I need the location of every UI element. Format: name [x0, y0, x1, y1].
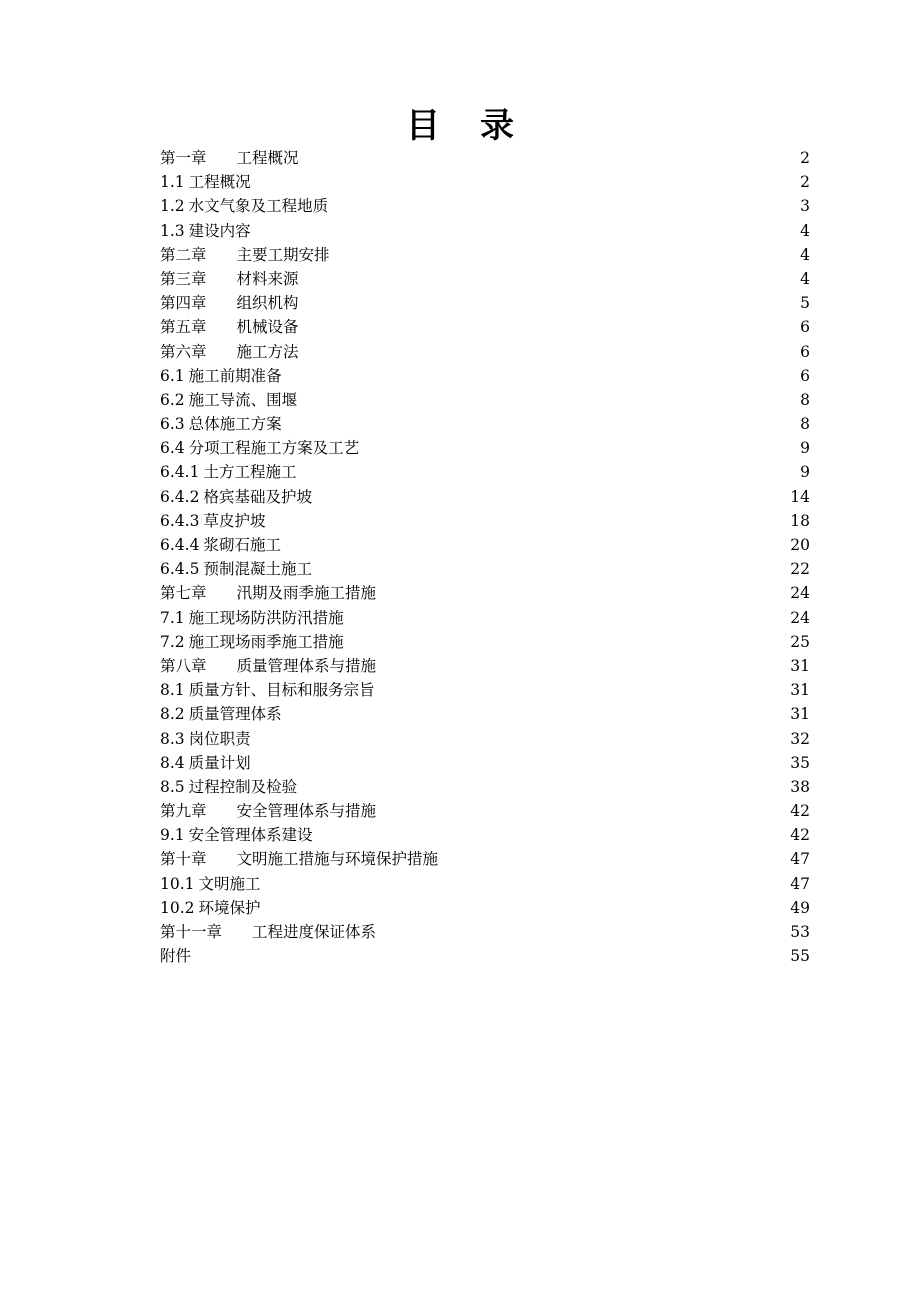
toc-entry-text: 质量计划	[188, 753, 251, 772]
toc-entry-number: 第六章	[160, 342, 207, 361]
dot-leader	[377, 936, 789, 937]
toc-entry-number: 8.4	[160, 753, 185, 772]
dot-leader	[313, 573, 789, 574]
toc-entry-page: 49	[790, 898, 810, 917]
toc-entry-title	[160, 896, 261, 920]
toc-entry-title	[160, 291, 299, 315]
toc-entry[interactable]	[160, 533, 810, 557]
toc-entry[interactable]	[160, 509, 810, 533]
toc-entry-number: 6.4.5	[160, 560, 200, 579]
dot-leader	[360, 452, 799, 453]
toc-entry[interactable]	[160, 388, 810, 412]
toc-entry-page: 31	[790, 705, 810, 724]
toc-entry-title	[160, 146, 299, 170]
toc-entry-text: 文明施工措施与环境保护措施	[236, 850, 439, 869]
toc-entry-text: 汛期及雨季施工措施	[236, 584, 377, 603]
toc-entry-number: 第九章	[160, 802, 207, 821]
toc-entry-number: 8.3	[160, 729, 185, 748]
toc-entry[interactable]	[160, 654, 810, 678]
toc-entry-text: 附件	[160, 947, 192, 966]
toc-entry-text: 土方工程施工	[203, 463, 297, 482]
toc-entry-page: 14	[790, 487, 810, 506]
toc-entry-page: 6	[800, 318, 810, 337]
toc-entry-number: 7.1	[160, 608, 185, 627]
toc-entry[interactable]	[160, 702, 810, 726]
toc-entry-title	[160, 654, 376, 678]
dot-leader	[377, 670, 789, 671]
toc-entry-text: 建设内容	[188, 221, 251, 240]
toc-entry-title	[160, 847, 438, 871]
toc-entry-text: 安全管理体系与措施	[236, 802, 377, 821]
toc-entry[interactable]	[160, 581, 810, 605]
toc-entry-text: 总体施工方案	[188, 415, 282, 434]
toc-entry-number: 8.2	[160, 705, 185, 724]
dot-leader	[298, 404, 799, 405]
toc-entry-title	[160, 678, 375, 702]
toc-entry[interactable]	[160, 412, 810, 436]
toc-entry-text: 质量管理体系与措施	[236, 656, 377, 675]
toc-entry[interactable]	[160, 557, 810, 581]
toc-entry[interactable]	[160, 485, 810, 509]
toc-entry[interactable]	[160, 170, 810, 194]
dot-leader	[282, 549, 789, 550]
toc-entry-page: 32	[790, 729, 810, 748]
toc-entry-page: 8	[800, 415, 810, 434]
toc-entry[interactable]	[160, 436, 810, 460]
toc-title: 目录	[406, 106, 554, 146]
toc-entry-number: 第四章	[160, 294, 207, 313]
toc-entry[interactable]	[160, 920, 810, 944]
dot-leader	[313, 501, 789, 502]
toc-entry-title	[160, 920, 376, 944]
toc-entry-text: 主要工期安排	[236, 245, 330, 264]
toc-entry-number: 6.3	[160, 415, 185, 434]
dot-leader	[262, 888, 790, 889]
toc-entry-number: 第十章	[160, 850, 207, 869]
toc-entry-title	[160, 460, 296, 484]
toc-entry-title	[160, 412, 282, 436]
toc-entry-page: 25	[790, 632, 810, 651]
toc-entry[interactable]	[160, 194, 810, 218]
dot-leader	[192, 960, 789, 961]
dot-leader	[298, 791, 789, 792]
toc-entry-title	[160, 944, 191, 968]
toc-entry-title	[160, 630, 344, 654]
toc-entry-title	[160, 799, 376, 823]
toc-entry-page: 22	[790, 560, 810, 579]
toc-entry[interactable]	[160, 606, 810, 630]
toc-entry-number: 6.2	[160, 390, 185, 409]
toc-entry-number: 第七章	[160, 584, 207, 603]
dot-leader	[377, 815, 789, 816]
toc-entry-text: 工程概况	[236, 149, 299, 167]
toc-entry[interactable]	[160, 823, 810, 847]
toc-entry-text: 预制混凝土施工	[203, 560, 312, 579]
dot-leader	[314, 839, 790, 840]
toc-entry-number: 1.2	[160, 197, 185, 216]
toc-entry-page: 47	[790, 850, 810, 869]
dot-leader	[300, 162, 800, 163]
toc-entry-title	[160, 340, 299, 364]
toc-entry-page: 9	[800, 439, 810, 458]
toc-entry-number: 第八章	[160, 656, 207, 675]
toc-entry[interactable]	[160, 678, 810, 702]
toc-entry-page: 6	[800, 342, 810, 361]
toc-entry[interactable]	[160, 460, 810, 484]
toc-entry[interactable]	[160, 243, 810, 267]
toc-entry-number: 第二章	[160, 245, 207, 264]
toc-entry-number: 1.3	[160, 221, 185, 240]
toc-entry-title	[160, 775, 297, 799]
toc-entry-number: 6.4.1	[160, 463, 200, 482]
dot-leader	[283, 428, 799, 429]
toc-entry-text: 组织机构	[236, 294, 299, 313]
toc-entry-page: 55	[790, 947, 810, 966]
toc-entry-number: 8.5	[160, 777, 185, 796]
toc-entry[interactable]	[160, 315, 810, 339]
toc-entry-number: 6.4.2	[160, 487, 200, 506]
toc-entry[interactable]	[160, 267, 810, 291]
toc-entry-title	[160, 194, 328, 218]
toc-entry-page: 2	[800, 149, 810, 167]
toc-entry-page: 24	[790, 608, 810, 627]
toc-entry-number: 第十一章	[160, 923, 223, 941]
toc-entry[interactable]	[160, 291, 810, 315]
toc-entry-text: 工程进度保证体系	[252, 923, 377, 941]
toc-entry-page: 38	[790, 777, 810, 796]
dot-leader	[331, 259, 800, 260]
toc-entry-text: 格宾基础及护坡	[203, 487, 312, 506]
toc-entry-page: 9	[800, 463, 810, 482]
toc-entry-text: 施工前期准备	[188, 366, 282, 385]
toc-entry[interactable]	[160, 340, 810, 364]
dot-leader	[377, 597, 789, 598]
toc-entry-page: 47	[790, 874, 810, 893]
toc-entry-title	[160, 727, 251, 751]
toc-entry-page: 2	[800, 173, 810, 192]
toc-entry-page: 4	[800, 221, 810, 240]
toc-entry-number: 第三章	[160, 269, 207, 288]
toc-entry-text: 施工方法	[236, 342, 299, 361]
toc-entry-number: 第五章	[160, 318, 207, 337]
dot-leader	[329, 210, 799, 211]
dot-leader	[297, 476, 799, 477]
toc-entry[interactable]	[160, 727, 810, 751]
toc-entry-number: 10.2	[160, 898, 195, 917]
toc-entry-text: 环境保护	[198, 898, 261, 917]
dot-leader	[376, 694, 790, 695]
toc-entry-text: 材料来源	[236, 269, 299, 288]
toc-entry-title	[160, 170, 251, 194]
toc-entry[interactable]	[160, 630, 810, 654]
dot-leader	[252, 235, 799, 236]
toc-entry-number: 6.4.4	[160, 536, 200, 554]
toc-entry-text: 草皮护坡	[203, 511, 266, 530]
dot-leader	[252, 743, 790, 744]
toc-entry-number: 6.4.3	[160, 511, 200, 530]
dot-leader	[252, 186, 799, 187]
toc-entry[interactable]	[160, 775, 810, 799]
toc-entry-page: 4	[800, 269, 810, 288]
toc-entry[interactable]	[160, 847, 810, 871]
dot-leader	[345, 622, 790, 623]
toc-entry-title	[160, 581, 376, 605]
toc-entry-title	[160, 243, 330, 267]
toc-entry-number: 7.2	[160, 632, 185, 651]
toc-entry-text: 施工导流、围堰	[188, 390, 298, 409]
toc-entry-page: 3	[800, 197, 810, 216]
toc-entry-page: 4	[800, 245, 810, 264]
toc-entry-number: 第一章	[160, 149, 207, 167]
toc-entry-text: 质量方针、目标和服务宗旨	[188, 681, 375, 700]
toc-entry-title	[160, 557, 312, 581]
toc-entry-number: 1.1	[160, 173, 185, 192]
toc-entry-text: 岗位职责	[188, 729, 251, 748]
toc-entry-text: 分项工程施工方案及工艺	[188, 439, 360, 458]
toc-entry-title	[160, 533, 281, 557]
toc-entry[interactable]	[160, 219, 810, 243]
toc-entry-number: 10.1	[160, 874, 195, 893]
toc-entry-title	[160, 823, 313, 847]
toc-entry[interactable]	[160, 751, 810, 775]
toc-entry-number: 6.1	[160, 366, 185, 385]
dot-leader	[262, 912, 790, 913]
dot-leader	[300, 356, 800, 357]
toc-entry-text: 过程控制及检验	[188, 777, 298, 796]
toc-entry[interactable]	[160, 896, 810, 920]
dot-leader	[266, 525, 789, 526]
toc-entry[interactable]	[160, 944, 810, 968]
toc-entry-page: 53	[790, 923, 810, 941]
toc-entry-page: 5	[800, 294, 810, 313]
toc-entry-number: 9.1	[160, 826, 185, 845]
toc-entry-text: 浆砌石施工	[203, 536, 281, 554]
toc-entry-text: 施工现场防洪防汛措施	[188, 608, 344, 627]
table-of-contents	[160, 146, 810, 968]
toc-entry[interactable]	[160, 872, 810, 896]
dot-leader	[345, 646, 790, 647]
toc-entry-title	[160, 872, 261, 896]
toc-entry-text: 水文气象及工程地质	[188, 197, 329, 216]
toc-entry-page: 31	[790, 681, 810, 700]
toc-entry-page: 18	[790, 511, 810, 530]
toc-entry-title	[160, 267, 299, 291]
toc-entry-number: 6.4	[160, 439, 185, 458]
toc-entry[interactable]	[160, 146, 810, 170]
toc-entry-text: 文明施工	[198, 874, 261, 893]
dot-leader	[300, 331, 800, 332]
toc-entry-title	[160, 436, 359, 460]
toc-entry-title	[160, 219, 251, 243]
toc-entry-page: 31	[790, 656, 810, 675]
toc-entry-title	[160, 509, 265, 533]
toc-entry-page: 8	[800, 390, 810, 409]
toc-entry-title	[160, 606, 344, 630]
toc-entry-text: 机械设备	[236, 318, 299, 337]
toc-entry-text: 施工现场雨季施工措施	[188, 632, 344, 651]
toc-entry-title	[160, 315, 299, 339]
toc-entry-text: 工程概况	[188, 173, 251, 192]
toc-entry[interactable]	[160, 799, 810, 823]
toc-entry-title	[160, 388, 297, 412]
toc-entry-page: 24	[790, 584, 810, 603]
toc-entry-page: 20	[790, 536, 810, 554]
toc-entry-page: 42	[790, 802, 810, 821]
toc-entry-text: 安全管理体系建设	[188, 826, 313, 845]
toc-entry-text: 质量管理体系	[188, 705, 282, 724]
toc-entry[interactable]	[160, 364, 810, 388]
toc-entry-number: 8.1	[160, 681, 185, 700]
toc-entry-title	[160, 364, 282, 388]
toc-entry-page: 35	[790, 753, 810, 772]
toc-entry-title	[160, 702, 282, 726]
dot-leader	[283, 380, 799, 381]
dot-leader	[252, 767, 790, 768]
toc-entry-page: 6	[800, 366, 810, 385]
dot-leader	[283, 718, 790, 719]
dot-leader	[300, 307, 800, 308]
toc-entry-title	[160, 751, 251, 775]
toc-entry-page: 42	[790, 826, 810, 845]
toc-entry-title	[160, 485, 312, 509]
dot-leader	[300, 283, 800, 284]
dot-leader	[439, 863, 789, 864]
